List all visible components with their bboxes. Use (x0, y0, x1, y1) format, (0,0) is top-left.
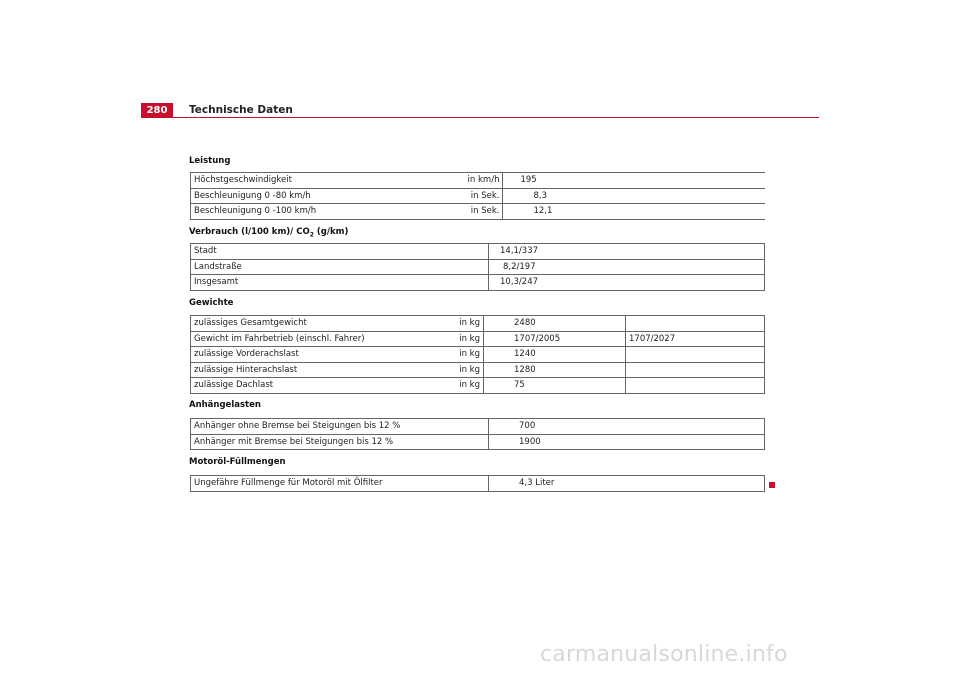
cell-label: Gewicht im Fahrbetrieb (einschl. Fahrer) (191, 331, 448, 347)
cell-label: zulässiges Gesamtgewicht (191, 316, 448, 332)
cell-label: Insgesamt (191, 275, 489, 291)
section-end-marker (769, 482, 775, 488)
cell-unit: in kg (447, 362, 484, 378)
cell-label: zulässige Hinterachslast (191, 362, 448, 378)
header-rule (141, 117, 819, 118)
cell-unit: in Sek. (465, 204, 503, 220)
cell-value: 75 (484, 378, 626, 394)
table-row (191, 476, 765, 492)
table-row (191, 378, 765, 394)
cell-value: 1240 (484, 347, 626, 363)
table-row (191, 434, 765, 450)
verbrauch-title-tail: (g/km) (313, 227, 349, 237)
cell-value2 (626, 347, 765, 363)
cell-value: 14,1/337 (489, 244, 765, 260)
table-gewichte (190, 315, 765, 394)
cell-value: 8,3 (503, 188, 765, 204)
table-row (191, 173, 766, 189)
section-title-anhaengelasten: Anhängelasten (189, 400, 261, 410)
table-row (191, 362, 765, 378)
cell-value: 10,3/247 (489, 275, 765, 291)
cell-value2 (626, 378, 765, 394)
cell-value2 (626, 362, 765, 378)
cell-unit: in kg (447, 347, 484, 363)
table-row (191, 347, 765, 363)
cell-unit: in Sek. (465, 188, 503, 204)
table-anhaengelasten (190, 418, 765, 450)
cell-label: Höchstgeschwindigkeit (191, 173, 465, 189)
section-title-leistung: Leistung (189, 156, 231, 166)
cell-label: Beschleunigung 0 -80 km/h (191, 188, 465, 204)
section-title-verbrauch (189, 227, 348, 239)
cell-value: 12,1 (503, 204, 765, 220)
cell-value: 2480 (484, 316, 626, 332)
table-row (191, 244, 765, 260)
cell-value: 8,2/197 (489, 259, 765, 275)
cell-label: Ungefähre Füllmenge für Motoröl mit Ölfilter (191, 476, 489, 492)
cell-value: 1900 (489, 434, 765, 450)
cell-unit: in km/h (465, 173, 503, 189)
page-title: Technische Daten (189, 104, 293, 116)
table-row (191, 259, 765, 275)
cell-label: Landstraße (191, 259, 489, 275)
table-row (191, 204, 766, 220)
table-row (191, 275, 765, 291)
watermark: carmanualsonline.info (540, 642, 788, 667)
verbrauch-title-sub: 2 (309, 231, 314, 239)
cell-value: 4,3 Liter (489, 476, 765, 492)
section-title-gewichte: Gewichte (189, 298, 234, 308)
cell-label: zulässige Dachlast (191, 378, 448, 394)
cell-unit: in kg (447, 331, 484, 347)
section-title-motoroel: Motoröl-Füllmengen (189, 457, 286, 467)
table-row (191, 331, 765, 347)
table-row (191, 419, 765, 435)
table-row (191, 316, 765, 332)
verbrauch-title-main: Verbrauch (l/100 km)/ CO (189, 227, 310, 237)
cell-value2 (626, 316, 765, 332)
cell-unit: in kg (447, 378, 484, 394)
table-row (191, 188, 766, 204)
cell-value: 1707/2005 (484, 331, 626, 347)
table-leistung (190, 172, 765, 220)
cell-label: Anhänger mit Bremse bei Steigungen bis 12 % (191, 434, 489, 450)
cell-value: 195 (503, 173, 765, 189)
table-verbrauch (190, 243, 765, 291)
cell-value: 1280 (484, 362, 626, 378)
cell-unit: in kg (447, 316, 484, 332)
table-motoroel (190, 475, 765, 492)
cell-label: zulässige Vorderachslast (191, 347, 448, 363)
cell-value: 700 (489, 419, 765, 435)
cell-label: Anhänger ohne Bremse bei Steigungen bis 12 % (191, 419, 489, 435)
page-number: 280 (141, 103, 173, 118)
cell-value2: 1707/2027 (626, 331, 765, 347)
cell-label: Beschleunigung 0 -100 km/h (191, 204, 465, 220)
cell-label: Stadt (191, 244, 489, 260)
